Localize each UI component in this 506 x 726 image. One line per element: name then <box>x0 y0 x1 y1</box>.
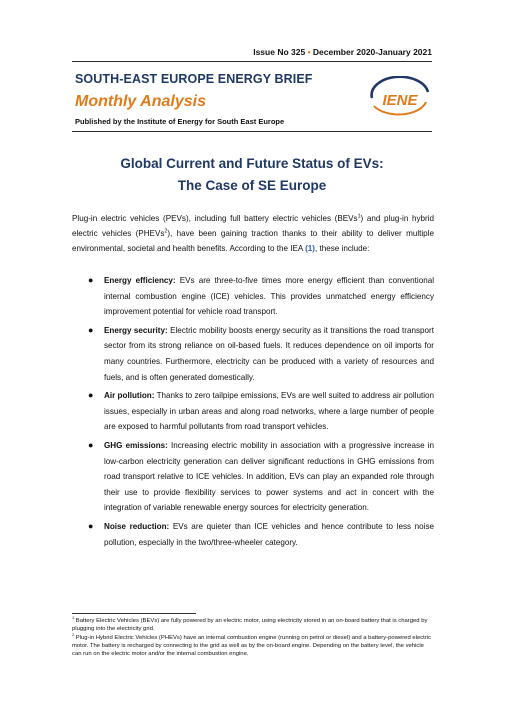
footnote-text: Battery Electric Vehicles (BEVs) are fully powered by an electric motor, using electricity stored in an on-board battery that is charged by plugging into the electricity grid. <box>72 618 428 633</box>
article-title <box>72 153 432 197</box>
footnote-1 <box>72 617 434 633</box>
list-item-text: Increasing electric mobility in association with a progressive increase in low-carbon electricity generation can deliver significant reductions in GHG emissions from road transport relative to ICE vehicles. In addition, EVs can play an expanded role through their use to provide flexibility services to power systems and act in concert with the integration of variable renewable energy sources for electricity generation. <box>104 440 434 513</box>
intro-text-a: Plug-in electric vehicles (PEVs), including full battery electric vehicles (BEVs <box>72 214 358 223</box>
intro-paragraph <box>72 211 434 257</box>
list-item-term: Energy efficiency: <box>104 276 176 285</box>
list-item <box>88 519 434 550</box>
list-item <box>88 323 434 385</box>
top-divider <box>72 61 432 62</box>
logo-text: IENE <box>382 92 418 109</box>
list-item <box>88 438 434 516</box>
list-item-text: EVs are three-to-five times more energy efficient than conventional internal combustion engine (ICE) vehicles. This provides unmatched energy efficiency improvement potential for vehicle road transport. <box>104 276 434 317</box>
issue-date: December 2020-January 2021 <box>312 47 432 57</box>
intro-text-d: , these include: <box>314 244 370 254</box>
footnote-divider <box>72 613 196 614</box>
intro-text-c: ), have been gaining traction thanks to their ability to deliver multiple environmental, societal and health benefits. According to the IEA <box>72 229 434 254</box>
issue-number: Issue No 325 <box>253 47 306 57</box>
benefits-list <box>88 273 434 553</box>
publisher-line: Published by the Institute of Energy for South East Europe <box>75 117 285 126</box>
citation-link[interactable]: (1) <box>305 244 315 254</box>
issue-separator: • <box>305 47 313 57</box>
footnotes <box>72 617 434 659</box>
list-item-text: Thanks to zero tailpipe emissions, EVs are well suited to address air pollution issues, especially in urban areas and along road networks, where a large number of people are exposed to harmful pollutants from road transport vehicles. <box>104 391 434 432</box>
list-item-text: Electric mobility boosts energy security as it transitions the road transport sector from its strong reliance on oil-based fuels. It reduces dependence on oil imports for many countries. Furthermore, electricity can be produced with a variety of resources and fuels, and is often generated domestically. <box>104 325 434 382</box>
list-item-term: Air pollution: <box>104 391 155 401</box>
issue-line <box>253 47 432 57</box>
footnote-text: Plug-in Hybrid Electric Vehicles (PHEVs) have an internal combustion engine (running on petrol or diesel) and a battery-powered electric motor. The battery is recharged by connecting to the grid as well as by the on-board engine. Depending on the battery level, the vehicle can run on the electric motor and/or the internal combustion engine. <box>72 635 432 658</box>
footnote-mark: 2 <box>72 633 75 638</box>
bullet-icon: ● <box>88 275 94 285</box>
article-title-line-1: Global Current and Future Status of EVs: <box>120 156 384 171</box>
intro-text-b: ) and plug-in hybrid electric vehicles (PHEVs <box>72 214 435 239</box>
header-divider <box>72 131 432 132</box>
brief-title: SOUTH-EAST EUROPE ENERGY BRIEF <box>75 72 313 86</box>
bullet-icon: ● <box>88 324 94 335</box>
bullet-icon: ● <box>88 390 94 401</box>
footnote-ref-1[interactable]: 1 <box>357 213 361 220</box>
list-item-term: Noise reduction: <box>104 521 170 531</box>
list-item-term: Energy security: <box>104 325 168 335</box>
bullet-icon: ● <box>88 520 94 531</box>
bullet-icon: ● <box>88 439 94 450</box>
list-item-text: EVs are quieter than ICE vehicles and hence contribute to less noise pollution, especially in the two/three-wheeler category. <box>104 521 435 547</box>
iene-logo <box>364 76 436 120</box>
list-item <box>88 388 434 435</box>
article-title-line-2: The Case of SE Europe <box>177 178 327 193</box>
section-title: Monthly Analysis <box>75 93 206 110</box>
list-item-term: GHG emissions: <box>104 440 168 450</box>
footnote-mark: 1 <box>72 616 75 621</box>
list-item <box>88 273 434 320</box>
footnote-ref-2[interactable]: 2 <box>164 228 168 235</box>
footnote-2 <box>72 634 434 658</box>
